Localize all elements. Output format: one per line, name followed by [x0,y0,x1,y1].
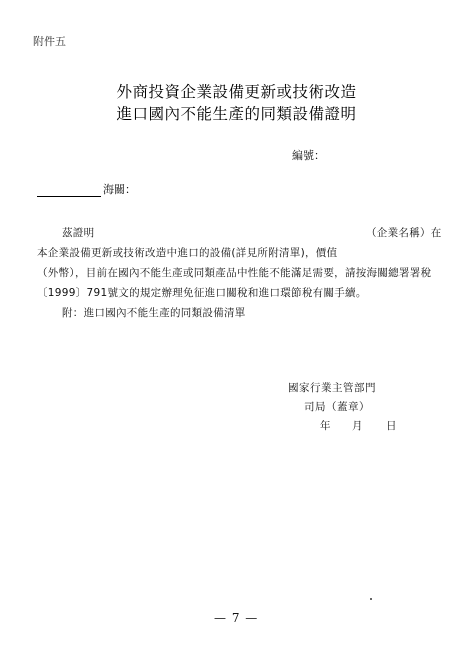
attachment-note: 附：進口國內不能生產的同類設備清單 [62,307,246,319]
body-line-4: 〔1999〕791號文的規定辦理免征進口關稅和進口環節稅有關手續。 [37,287,367,299]
signature-department: 國家行業主管部門 [288,382,376,394]
body-line-2: 本企業設備更新或技術改造中進口的設備(詳見所附清單)，價值 [37,247,338,259]
annex-label: 附件五 [33,35,66,48]
date-month-label: 月 [352,420,363,432]
customs-suffix: 海關： [103,183,136,196]
signature-office-seal: 司局（蓋章） [304,401,370,413]
customs-addressee [37,181,136,197]
signature-date [320,418,397,433]
scan-speck [370,598,372,600]
date-day-label: 日 [386,420,397,432]
page-number: — 7 — [214,611,259,625]
body-line-3: （外幣），目前在國內不能生產或同類產品中性能不能滿足需要，請按海關總署署稅 [37,267,432,279]
body-line-1-end: （企業名稱）在 [366,227,442,239]
body-line-1-start: 茲證明 [62,227,95,239]
document-title-line-1: 外商投資企業設備更新或技術改造 [116,83,357,101]
date-year-label: 年 [320,420,331,432]
customs-name-blank [37,184,101,197]
serial-number-label: 編號： [292,149,325,162]
document-title-line-2: 進口國內不能生產的同類設備證明 [116,105,357,123]
